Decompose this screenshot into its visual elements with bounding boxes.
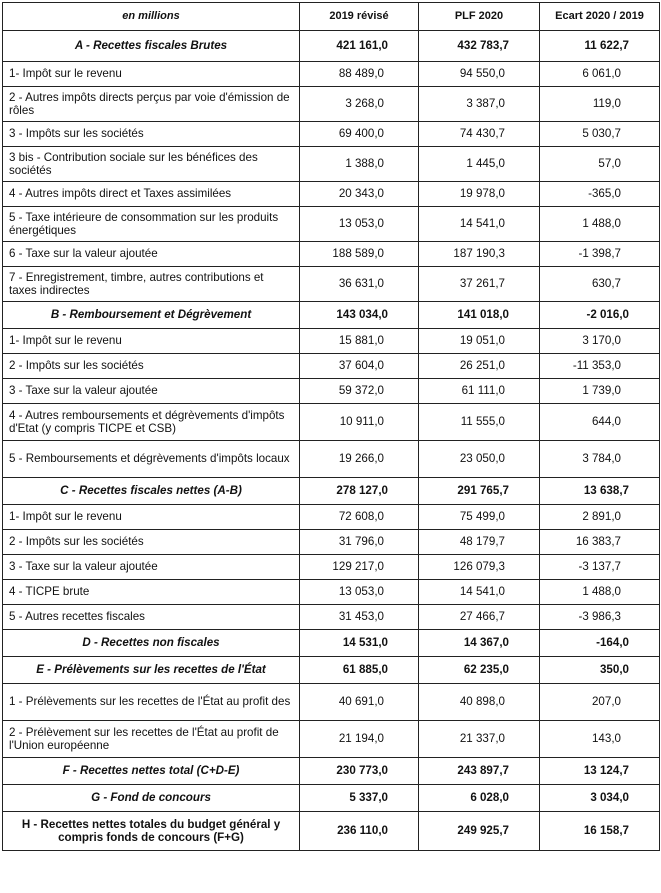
table-row [3,242,660,267]
value-2019: 37 604,0 [300,354,419,379]
value-ecart: 6 061,0 [540,62,660,87]
value-2019: 59 372,0 [300,379,419,404]
value-2019: 1 388,0 [300,147,419,182]
row-label: 1- Impôt sur le revenu [3,62,300,87]
header-ecart: Ecart 2020 / 2019 [540,3,660,31]
value-2019: 129 217,0 [300,555,419,580]
value-ecart: -2 016,0 [540,302,660,329]
value-plf2020: 6 028,0 [419,785,540,812]
table-row [3,329,660,354]
header-unit: en millions [3,3,300,31]
table-row [3,721,660,758]
value-plf2020: 94 550,0 [419,62,540,87]
value-ecart: 3 034,0 [540,785,660,812]
value-ecart: 16 383,7 [540,530,660,555]
value-plf2020: 75 499,0 [419,505,540,530]
value-ecart: -1 398,7 [540,242,660,267]
value-plf2020: 61 111,0 [419,379,540,404]
table-row [3,182,660,207]
row-label: B - Remboursement et Dégrèvement [3,302,300,329]
header-plf2020: PLF 2020 [419,3,540,31]
value-ecart: 1 739,0 [540,379,660,404]
table-row [3,62,660,87]
table-row [3,555,660,580]
value-plf2020: 187 190,3 [419,242,540,267]
value-plf2020: 243 897,7 [419,758,540,785]
value-ecart: 350,0 [540,657,660,684]
value-plf2020: 432 783,7 [419,31,540,62]
value-plf2020: 19 978,0 [419,182,540,207]
section-row [3,302,660,329]
value-ecart: 644,0 [540,404,660,441]
value-2019: 3 268,0 [300,87,419,122]
section-row [3,812,660,851]
value-ecart: 3 170,0 [540,329,660,354]
value-ecart: -3 986,3 [540,605,660,630]
value-ecart: 5 030,7 [540,122,660,147]
value-2019: 14 531,0 [300,630,419,657]
section-row [3,630,660,657]
value-plf2020: 26 251,0 [419,354,540,379]
value-2019: 188 589,0 [300,242,419,267]
value-ecart: 1 488,0 [540,207,660,242]
value-ecart: -164,0 [540,630,660,657]
value-2019: 143 034,0 [300,302,419,329]
value-2019: 5 337,0 [300,785,419,812]
row-label: 2 - Impôts sur les sociétés [3,530,300,555]
value-ecart: -365,0 [540,182,660,207]
header-row [3,3,660,31]
value-ecart: 11 622,7 [540,31,660,62]
value-plf2020: 27 466,7 [419,605,540,630]
row-label: 4 - TICPE brute [3,580,300,605]
row-label: 3 bis - Contribution sociale sur les bénéfices des sociétés [3,147,300,182]
value-2019: 278 127,0 [300,478,419,505]
value-ecart: 143,0 [540,721,660,758]
row-label: F - Recettes nettes total (C+D-E) [3,758,300,785]
value-2019: 88 489,0 [300,62,419,87]
row-label: 7 - Enregistrement, timbre, autres contributions et taxes indirectes [3,267,300,302]
value-plf2020: 141 018,0 [419,302,540,329]
row-label: 1- Impôt sur le revenu [3,505,300,530]
row-label: 2 - Impôts sur les sociétés [3,354,300,379]
value-ecart: 1 488,0 [540,580,660,605]
section-row [3,657,660,684]
value-ecart: 13 638,7 [540,478,660,505]
table-row [3,441,660,478]
value-ecart: 3 784,0 [540,441,660,478]
table-row [3,147,660,182]
value-2019: 19 266,0 [300,441,419,478]
section-row [3,758,660,785]
value-2019: 31 453,0 [300,605,419,630]
row-label: 5 - Autres recettes fiscales [3,605,300,630]
value-2019: 69 400,0 [300,122,419,147]
row-label: H - Recettes nettes totales du budget général y compris fonds de concours (F+G) [3,812,300,851]
value-2019: 61 885,0 [300,657,419,684]
value-plf2020: 23 050,0 [419,441,540,478]
row-label: 1 - Prélèvements sur les recettes de l'État au profit des [3,684,300,721]
row-label: D - Recettes non fiscales [3,630,300,657]
value-2019: 13 053,0 [300,207,419,242]
value-plf2020: 249 925,7 [419,812,540,851]
value-2019: 230 773,0 [300,758,419,785]
value-ecart: 13 124,7 [540,758,660,785]
row-label: 4 - Autres impôts direct et Taxes assimilées [3,182,300,207]
value-plf2020: 19 051,0 [419,329,540,354]
value-plf2020: 3 387,0 [419,87,540,122]
value-ecart: -3 137,7 [540,555,660,580]
value-plf2020: 74 430,7 [419,122,540,147]
value-2019: 36 631,0 [300,267,419,302]
value-2019: 20 343,0 [300,182,419,207]
value-plf2020: 14 541,0 [419,207,540,242]
value-2019: 40 691,0 [300,684,419,721]
value-2019: 10 911,0 [300,404,419,441]
value-ecart: 119,0 [540,87,660,122]
row-label: A - Recettes fiscales Brutes [3,31,300,62]
table-row [3,207,660,242]
row-label: C - Recettes fiscales nettes (A-B) [3,478,300,505]
row-label: 2 - Prélèvement sur les recettes de l'État au profit de l'Union européenne [3,721,300,758]
table-row [3,87,660,122]
value-plf2020: 40 898,0 [419,684,540,721]
row-label: 3 - Taxe sur la valeur ajoutée [3,379,300,404]
row-label: 6 - Taxe sur la valeur ajoutée [3,242,300,267]
value-ecart: 630,7 [540,267,660,302]
value-ecart: 2 891,0 [540,505,660,530]
value-2019: 21 194,0 [300,721,419,758]
value-ecart: 57,0 [540,147,660,182]
value-plf2020: 48 179,7 [419,530,540,555]
table-row [3,605,660,630]
section-row [3,31,660,62]
row-label: 4 - Autres remboursements et dégrèvements d'impôts d'Etat (y compris TICPE et CSB) [3,404,300,441]
value-plf2020: 21 337,0 [419,721,540,758]
value-2019: 72 608,0 [300,505,419,530]
row-label: 5 - Taxe intérieure de consommation sur les produits énergétiques [3,207,300,242]
value-plf2020: 62 235,0 [419,657,540,684]
value-ecart: 207,0 [540,684,660,721]
value-plf2020: 11 555,0 [419,404,540,441]
value-plf2020: 291 765,7 [419,478,540,505]
row-label: E - Prélèvements sur les recettes de l'État [3,657,300,684]
table-row [3,267,660,302]
value-ecart: 16 158,7 [540,812,660,851]
value-2019: 31 796,0 [300,530,419,555]
value-ecart: -11 353,0 [540,354,660,379]
table-row [3,404,660,441]
row-label: 2 - Autres impôts directs perçus par voie d'émission de rôles [3,87,300,122]
value-2019: 15 881,0 [300,329,419,354]
value-plf2020: 126 079,3 [419,555,540,580]
table-row [3,580,660,605]
section-row [3,785,660,812]
value-plf2020: 14 367,0 [419,630,540,657]
value-plf2020: 37 261,7 [419,267,540,302]
budget-table [2,2,660,851]
value-plf2020: 14 541,0 [419,580,540,605]
row-label: G - Fond de concours [3,785,300,812]
row-label: 3 - Taxe sur la valeur ajoutée [3,555,300,580]
table-row [3,684,660,721]
table-row [3,122,660,147]
table-row [3,505,660,530]
table-row [3,354,660,379]
value-2019: 236 110,0 [300,812,419,851]
row-label: 1- Impôt sur le revenu [3,329,300,354]
budget-table-body [3,3,660,851]
table-row [3,530,660,555]
value-2019: 421 161,0 [300,31,419,62]
value-plf2020: 1 445,0 [419,147,540,182]
value-2019: 13 053,0 [300,580,419,605]
row-label: 5 - Remboursements et dégrèvements d'impôts locaux [3,441,300,478]
header-2019: 2019 révisé [300,3,419,31]
section-row [3,478,660,505]
table-row [3,379,660,404]
row-label: 3 - Impôts sur les sociétés [3,122,300,147]
